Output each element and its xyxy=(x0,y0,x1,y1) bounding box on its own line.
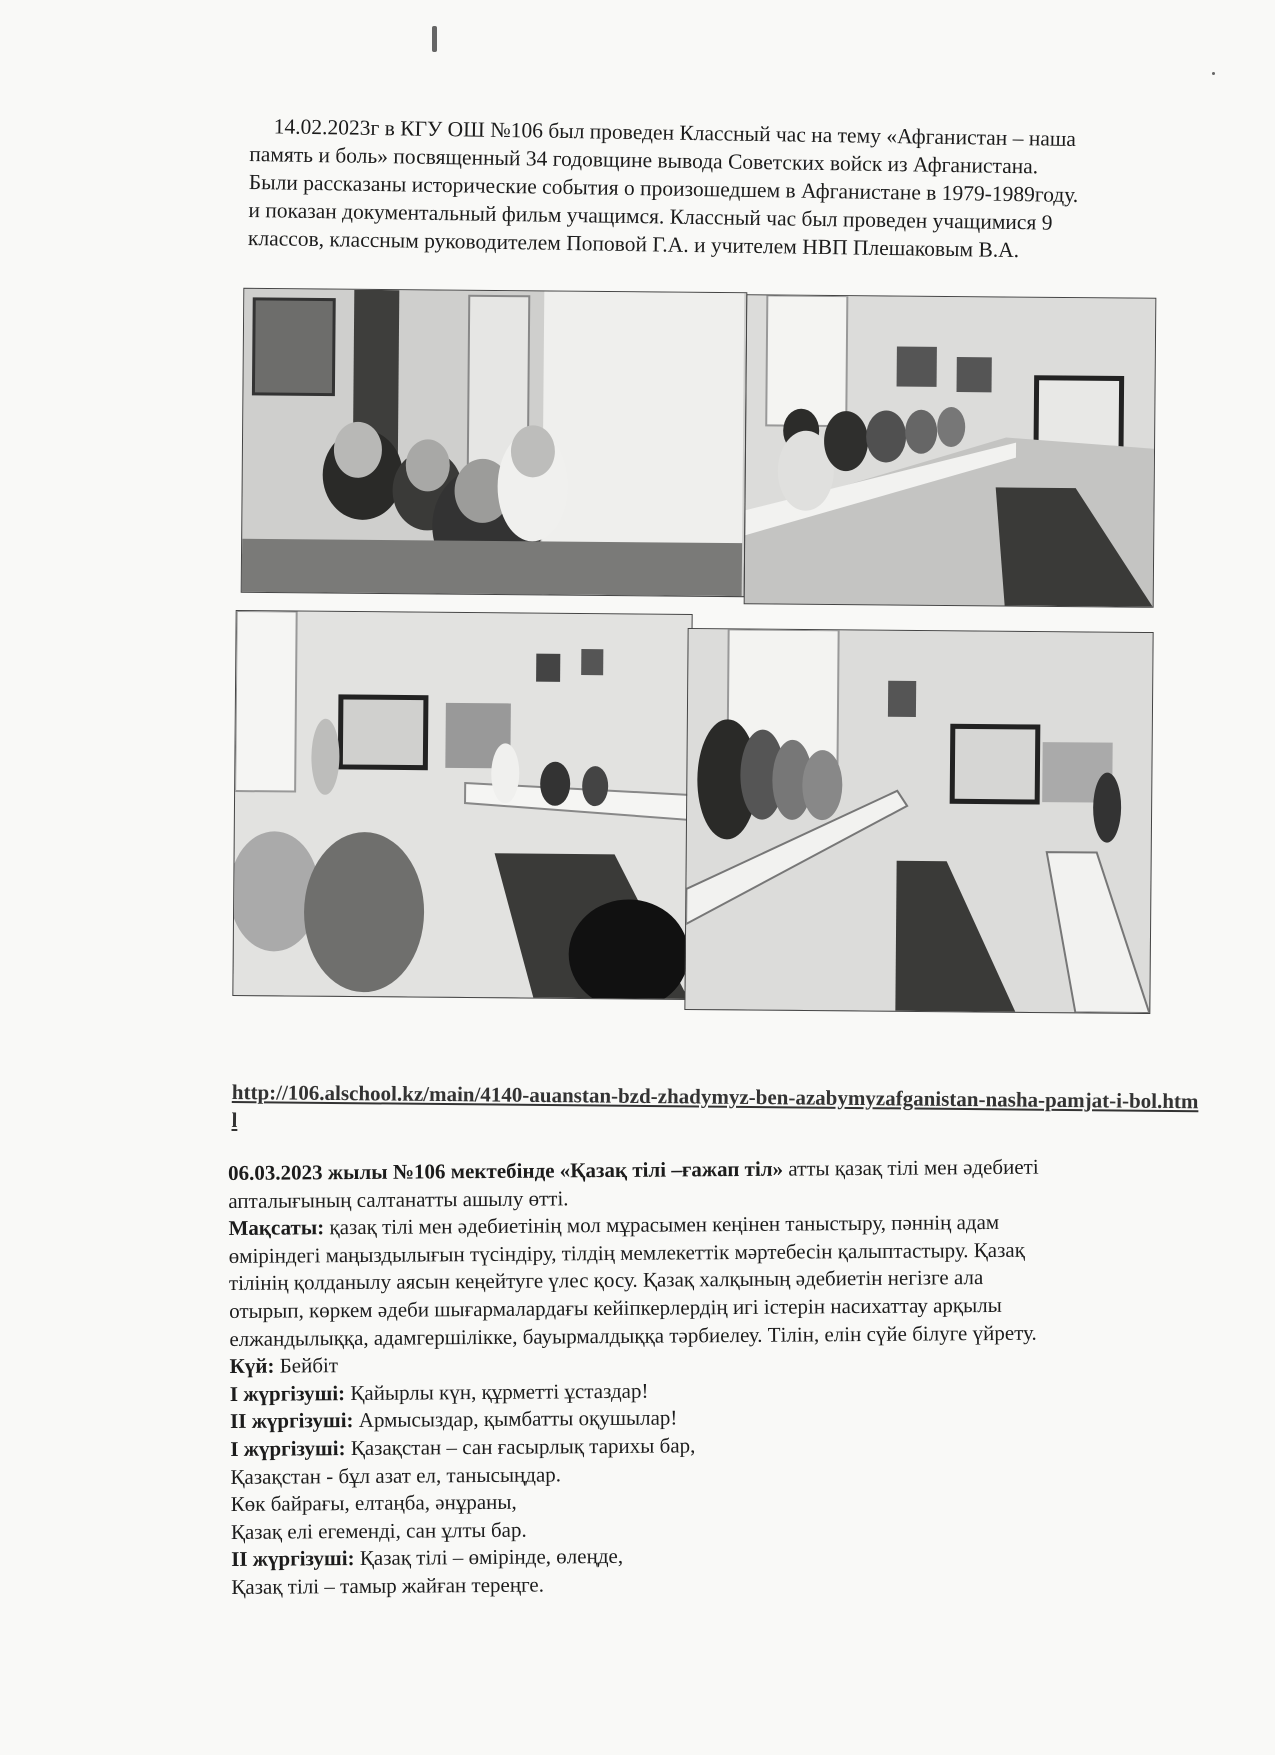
paragraph-line: 14.02.2023г в КГУ ОШ №106 был проведен Классный час на тему «Афганистан – наша xyxy=(273,114,1077,151)
report-title-rest: атты қазақ тілі мен әдебиеті xyxy=(788,1154,1039,1181)
dialogue-text: Армысыздар, қымбатты оқушылар! xyxy=(358,1405,678,1433)
paragraph-line: апталығының салтанатты ашылу өтті. xyxy=(228,1185,569,1213)
staple-mark xyxy=(432,26,437,52)
paragraph-line: отырып, көркем әдеби шығармалардағы кейіпкерлердің игі істерін насихаттау арқылы xyxy=(229,1292,1002,1323)
paragraph-line: өміріндегі маңыздылығын түсіндіру, тілдің мемлекеттік мәртебесін қалыптастыру. Қазақ xyxy=(228,1237,1025,1268)
speaker-label: I жүргізуші: xyxy=(229,1380,346,1406)
goal-text: қазақ тілі мен әдебиетінің мол мұрасымен кеңінен таныстыру, пәннің адам xyxy=(329,1210,1000,1240)
paragraph-line: классов, классным руководителем Поповой Г.А. и учителем НВП Плешаковым В.А. xyxy=(247,225,1020,263)
report-date: 06.03.2023 жылы №106 мектебінде xyxy=(228,1158,555,1185)
photo-classroom-wide-drawing xyxy=(745,295,1156,607)
speaker-label: I жүргізуші: xyxy=(230,1436,346,1461)
kui-value: Бейбіт xyxy=(279,1353,339,1378)
kui-label: Күй: xyxy=(229,1353,275,1379)
photo-students-at-tables-drawing xyxy=(685,629,1152,1013)
paragraph-line: тілінің қолданылу аясын кеңейтуге үлес қосу. Қазақ халқының әдебиетін негізге ала xyxy=(228,1265,984,1296)
dialogue-text: Қазақстан - бұл азат ел, танысыңдар. xyxy=(230,1461,562,1489)
dialogue-text: Қазақстан – сан ғасырлық тарихы бар, xyxy=(350,1433,696,1460)
scan-dot xyxy=(1212,72,1215,75)
speaker-label: II жүргізуші: xyxy=(229,1408,354,1434)
photo-students-at-tables xyxy=(684,628,1153,1014)
speaker-label: II жүргізуші: xyxy=(231,1546,355,1572)
photo-teachers-seated xyxy=(241,288,748,597)
goal-label: Мақсаты: xyxy=(228,1215,325,1241)
photo-classroom-wide xyxy=(744,294,1157,608)
photo-presentation-screen-drawing xyxy=(233,611,691,999)
report-kazakh-language-week xyxy=(228,1152,1231,1601)
dialogue-text: Қазақ тілі – тамыр жайған тереңге. xyxy=(231,1572,545,1599)
photo-teachers-seated-drawing xyxy=(242,289,747,596)
paragraph-line: память и боль» посвященный 34 годовщине вывода Советских войск из Афганистана. xyxy=(249,141,1039,179)
paragraph-line: и показан документальный фильм учащимся. Классный час был проведен учащимися 9 xyxy=(248,197,1053,235)
paragraph-line: елжандылыққа, адамгершілікке, бауырмалдыққа тәрбиелеу. Тілін, елін сүйе білуге үйрету. xyxy=(229,1320,1037,1351)
dialogue-text: Қазақ тілі – өмірінде, өлеңде, xyxy=(359,1544,624,1571)
photo-presentation-screen xyxy=(232,610,692,1000)
dialogue-text: Қайырлы күн, құрметті ұстаздар! xyxy=(350,1378,649,1405)
paragraph-line: Были рассказаны исторические события о произошедшем в Афганистане в 1979-1989году. xyxy=(248,169,1079,208)
event-name: «Қазақ тілі –ғажап тіл» xyxy=(559,1156,784,1183)
dialogue-text: Көк байрағы, елтаңба, әнұраны, xyxy=(230,1489,517,1517)
report-afghanistan-paragraph xyxy=(248,112,1230,267)
article-link[interactable]: http://106.alschool.kz/main/4140-auanstan-bzd-zhadymyz-ben-azabymyzafganistan-nasha-pamjat-i-bol.html xyxy=(231,1079,1199,1133)
dialogue-text: Қазақ елі егеменді, сан ұлты бар. xyxy=(230,1517,527,1544)
